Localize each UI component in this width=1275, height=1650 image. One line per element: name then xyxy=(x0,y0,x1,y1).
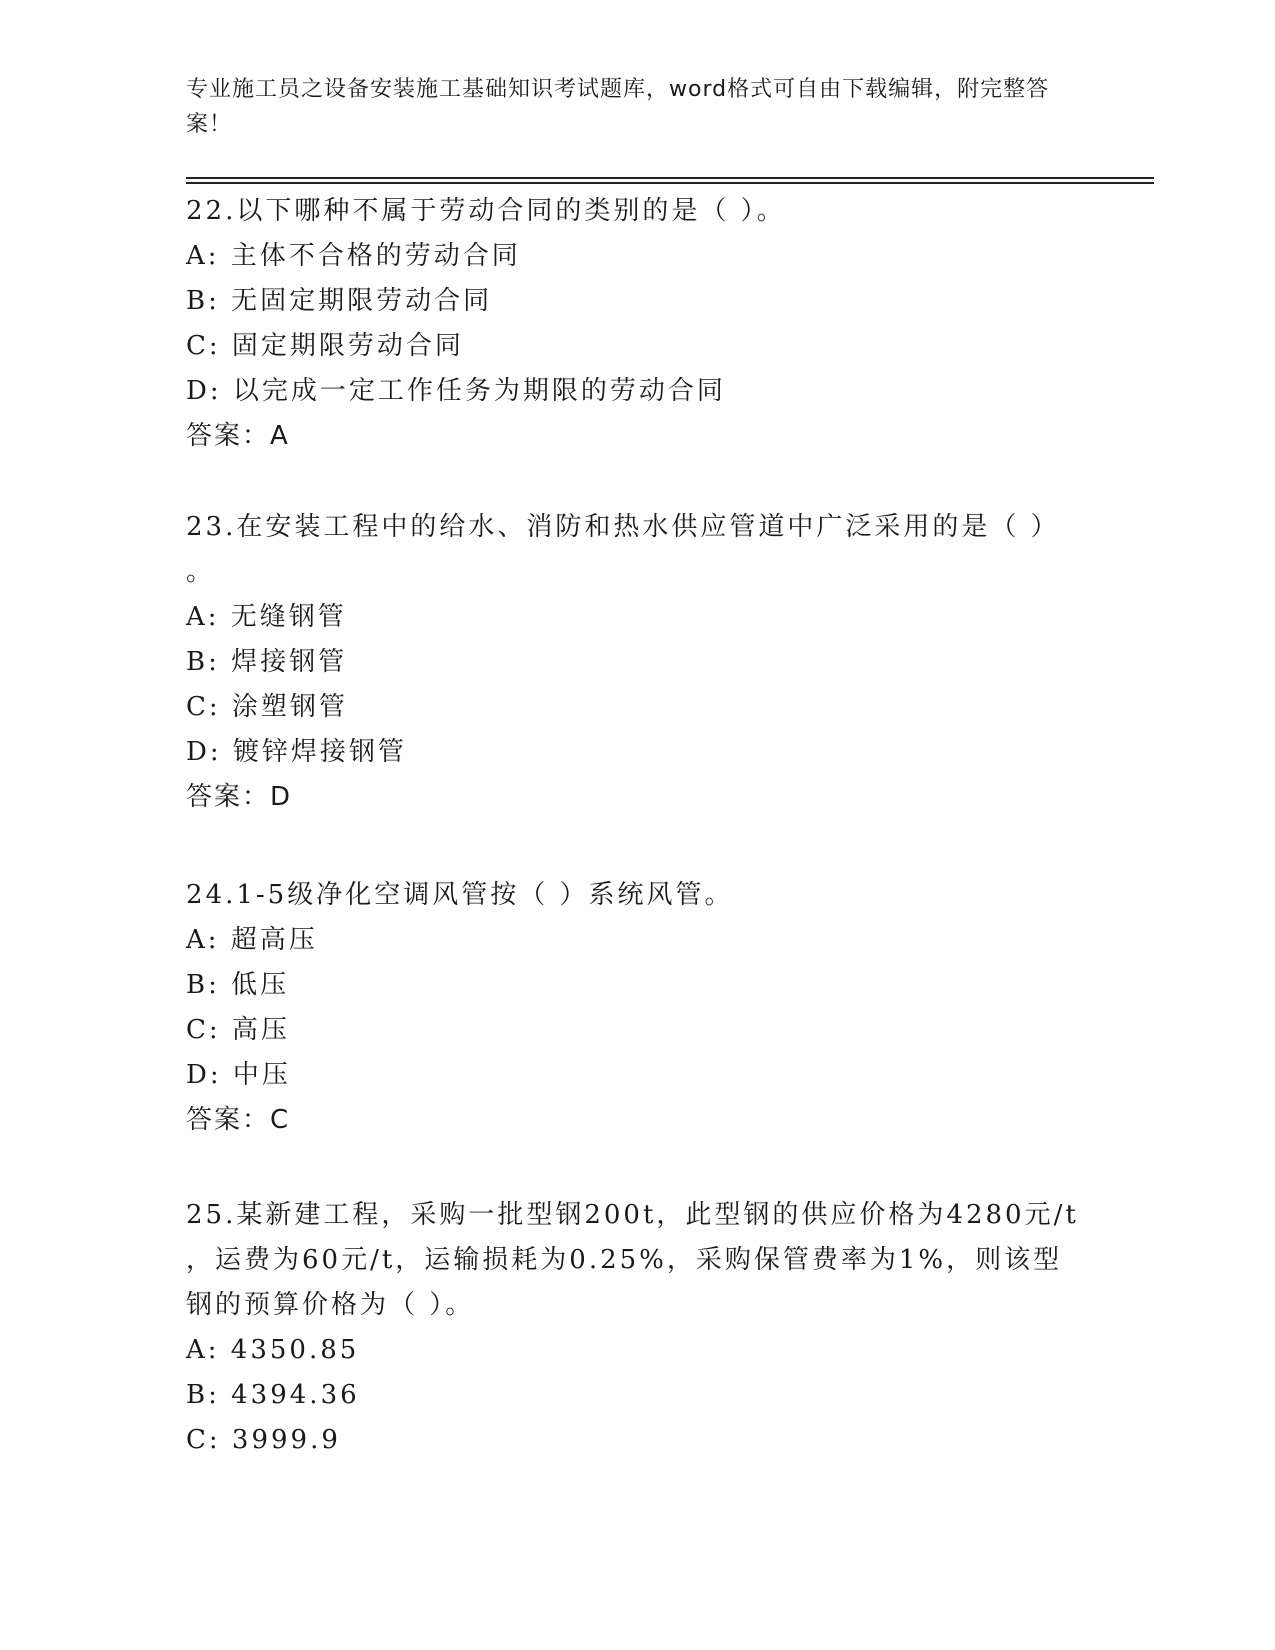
option-a: A: 无缝钢管 xyxy=(186,602,347,632)
question-stem-line-3: 钢的预算价格为（ ）。 xyxy=(186,1290,475,1320)
question-stem-line-1: 25.某新建工程，采购一批型钢200t，此型钢的供应价格为4280元/t xyxy=(186,1200,1079,1230)
option-c: C: 涂塑钢管 xyxy=(186,692,348,722)
header-rule-bottom xyxy=(186,182,1154,184)
document-header xyxy=(186,72,1066,142)
option-b: B: 无固定期限劳动合同 xyxy=(186,286,493,316)
question-23 xyxy=(186,505,1066,820)
option-d: D: 以完成一定工作任务为期限的劳动合同 xyxy=(186,376,726,406)
option-c: C: 高压 xyxy=(186,1015,290,1045)
option-a: A: 主体不合格的劳动合同 xyxy=(186,241,521,271)
question-stem: 22.以下哪种不属于劳动合同的类别的是（ ）。 xyxy=(186,196,786,226)
question-22 xyxy=(186,189,1066,459)
option-a: A: 超高压 xyxy=(186,925,318,955)
question-24 xyxy=(186,873,1066,1143)
option-a: A: 4350.85 xyxy=(186,1335,360,1365)
question-stem-line-2: ，运费为60元/t，运输损耗为0.25%，采购保管费率为1%，则该型 xyxy=(186,1245,1063,1275)
option-b: B: 焊接钢管 xyxy=(186,647,348,677)
header-rule-top xyxy=(186,177,1154,179)
option-c: C: 固定期限劳动合同 xyxy=(186,331,464,361)
question-25 xyxy=(186,1193,1079,1463)
option-b: B: 4394.36 xyxy=(186,1380,360,1410)
answer-label: 答案：C xyxy=(186,1105,291,1135)
answer-label: 答案：D xyxy=(186,782,293,812)
option-c: C: 3999.9 xyxy=(186,1425,341,1455)
question-stem: 23.在安装工程中的给水、消防和热水供应管道中广泛采用的是（ ） xyxy=(186,512,1060,542)
option-b: B: 低压 xyxy=(186,970,290,1000)
question-stem: 24.1-5级净化空调风管按（ ）系统风管。 xyxy=(186,880,734,910)
answer-label: 答案：A xyxy=(186,421,290,451)
question-stem-continuation: 。 xyxy=(186,557,216,587)
option-d: D: 中压 xyxy=(186,1060,291,1090)
header-text: 专业施工员之设备安装施工基础知识考试题库，word格式可自由下载编辑，附完整答案！ xyxy=(186,77,1050,137)
option-d: D: 镀锌焊接钢管 xyxy=(186,737,407,767)
